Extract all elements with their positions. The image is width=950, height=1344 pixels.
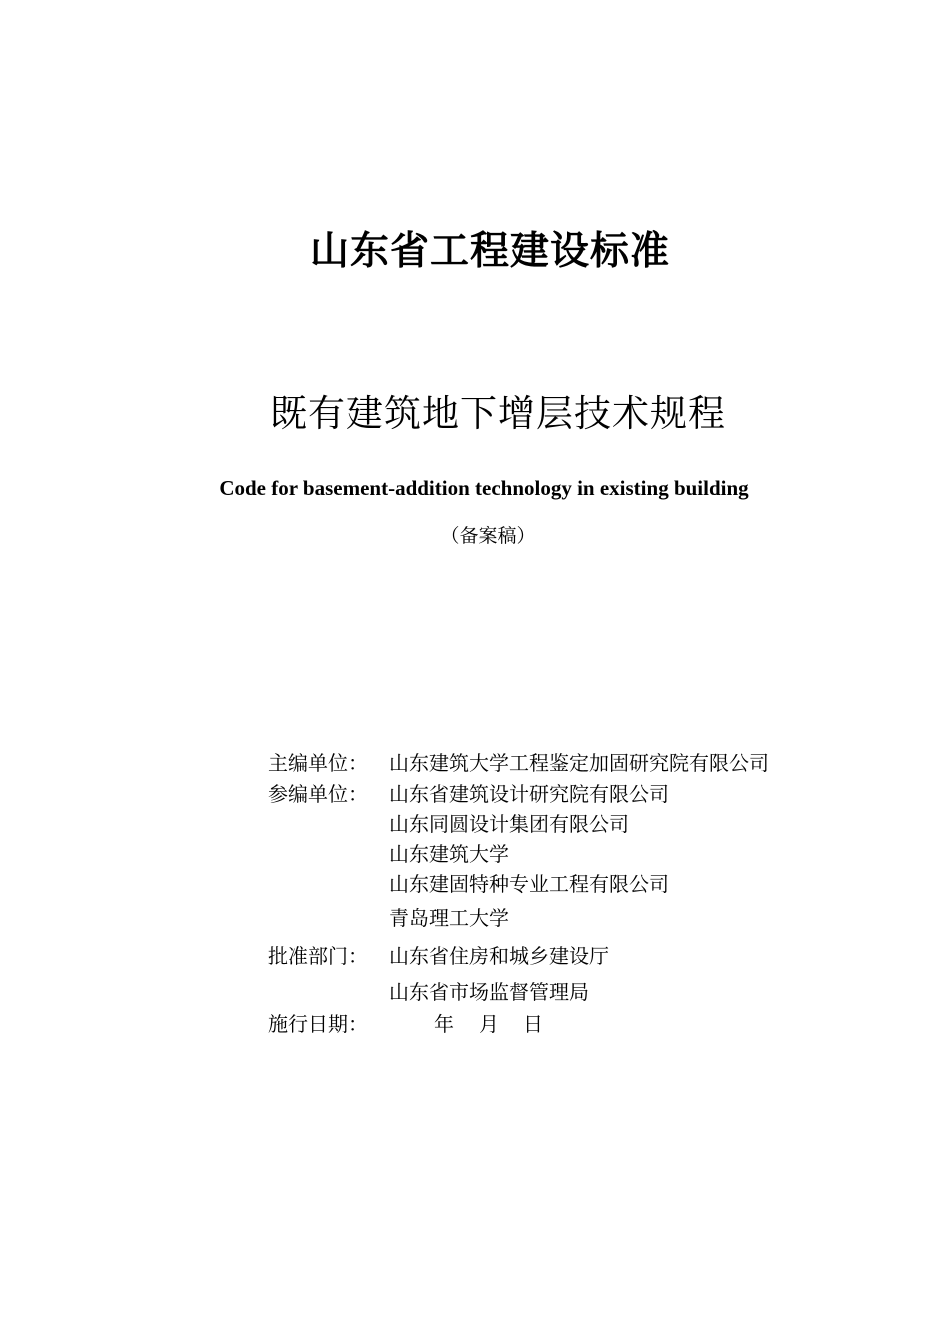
chief-editor-label: 主编单位： <box>268 751 368 775</box>
participants-label: 参编单位： <box>268 782 368 806</box>
participant-unit: 青岛理工大学 <box>389 906 509 930</box>
document-title-en: Code for basement-addition technology in existing building <box>219 476 749 500</box>
effective-date-day: 日 <box>523 1012 543 1036</box>
effective-date-month: 月 <box>479 1012 499 1036</box>
chief-editor-unit: 山东建筑大学工程鉴定加固研究院有限公司 <box>389 751 769 775</box>
approver-unit: 山东省市场监督管理局 <box>389 980 589 1004</box>
participant-unit: 山东建筑大学 <box>389 842 509 866</box>
participant-unit: 山东省建筑设计研究院有限公司 <box>389 782 669 806</box>
approver-unit: 山东省住房和城乡建设厅 <box>389 944 609 968</box>
draft-status-label: （备案稿） <box>440 525 536 547</box>
participant-unit: 山东建固特种专业工程有限公司 <box>389 872 669 896</box>
standard-series-title: 山东省工程建设标准 <box>309 229 670 274</box>
effective-date-year: 年 <box>434 1012 454 1036</box>
effective-date-label: 施行日期： <box>268 1012 368 1036</box>
approver-label: 批准部门： <box>268 944 368 968</box>
participant-unit: 山东同圆设计集团有限公司 <box>389 812 629 836</box>
document-title-cn: 既有建筑地下增层技术规程 <box>270 392 726 435</box>
